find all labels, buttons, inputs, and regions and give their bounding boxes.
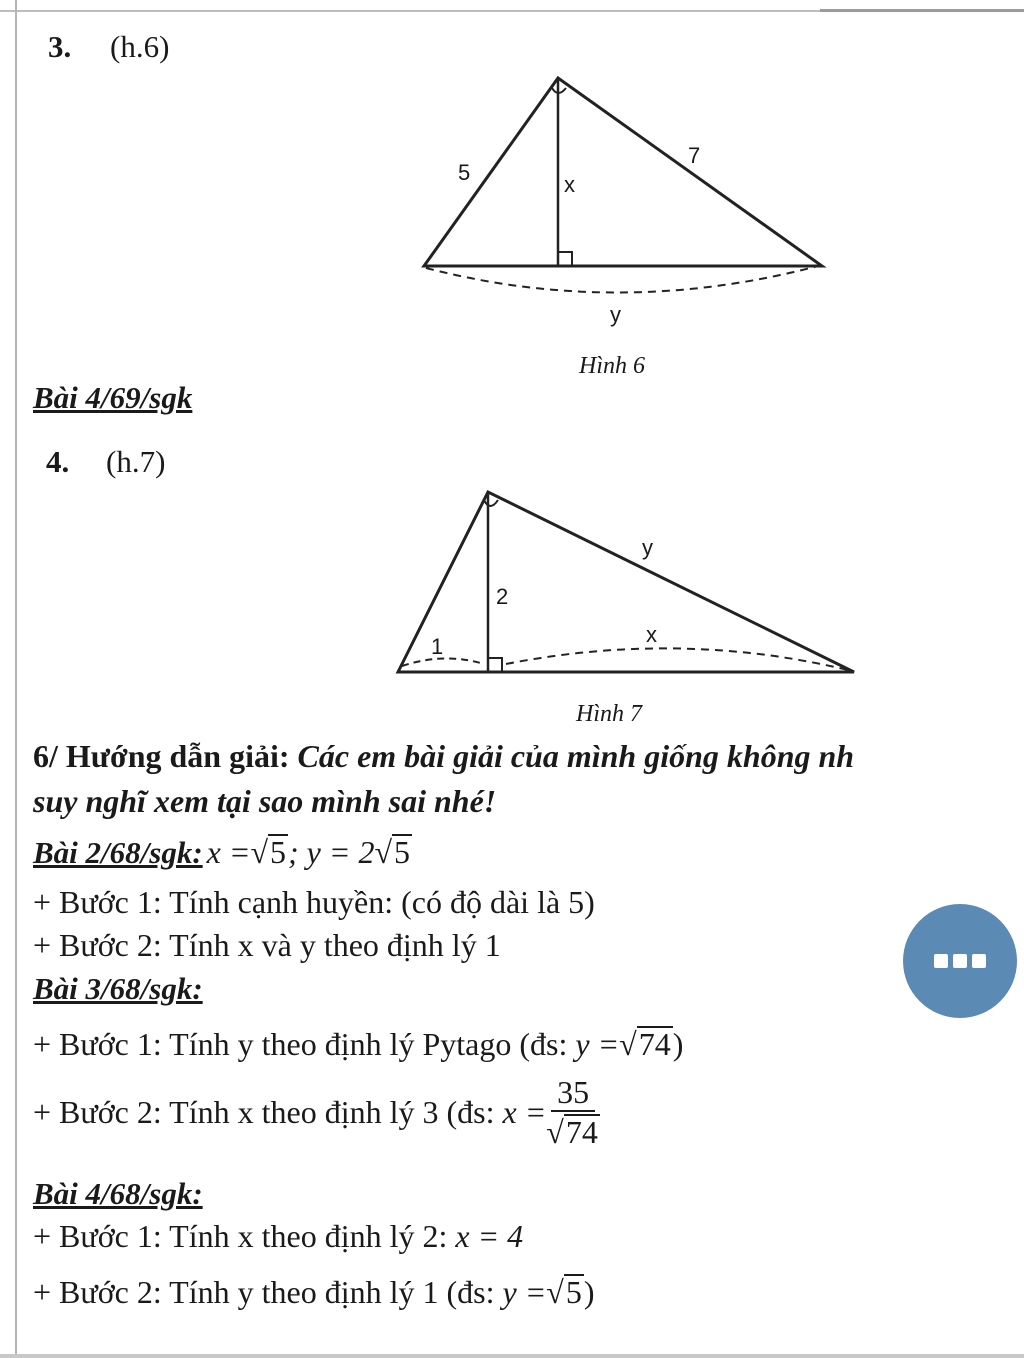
figure-7-label-2: 2	[496, 584, 509, 609]
sqrt-symbol: √5	[546, 1274, 582, 1310]
bai-2-step-1: + Bước 1: Tính cạnh huyền: (có độ dài là 5)	[33, 884, 595, 920]
bai-2-step-2: + Bước 2: Tính x và y theo định lý 1	[33, 927, 501, 963]
more-dots-icon	[953, 954, 967, 968]
figure-6-label-y: y	[610, 302, 621, 327]
bottom-rule	[0, 1354, 1024, 1358]
bai-4-step-1: + Bước 1: Tính x theo định lý 2: x = 4	[33, 1218, 524, 1254]
more-dots-icon	[972, 954, 986, 968]
bai-3-title: Bài 3/68/sgk:	[33, 971, 203, 1006]
figure-7-triangle	[398, 492, 854, 672]
figure-6-label-5: 5	[458, 160, 471, 185]
more-dots-icon	[934, 954, 948, 968]
figure-6-caption: Hình 6	[579, 353, 645, 379]
problem-3-number: 3.	[48, 29, 72, 64]
figure-7-top-angle-mark	[484, 500, 498, 506]
sqrt-symbol: √5	[374, 834, 411, 870]
sqrt-symbol: √74	[619, 1026, 671, 1062]
figure-7-right-brace	[506, 648, 848, 670]
bai-3-step-2: + Bước 2: Tính x theo định lý 3 (đs: x = $\frac{35}{√74}$	[33, 1074, 598, 1150]
bai-3-step-1: + Bước 1: Tính y theo định lý Pytago (đs: y =√74)	[33, 1026, 684, 1062]
figure-7-right-angle-mark	[488, 658, 502, 672]
problem-4-number: 4.	[46, 444, 70, 479]
figure-7-left-brace	[402, 658, 484, 666]
figure-7-label-y: y	[642, 535, 653, 560]
bai-2-answer: x =√5; y = 2√5	[206, 834, 411, 870]
guide-line-1	[33, 740, 854, 772]
figure-7-label-1: 1	[431, 634, 444, 659]
bai-4-title: Bài 4/68/sgk:	[33, 1176, 203, 1211]
problem-3-ref: (h.6)	[110, 29, 170, 64]
figure-6-label-x: x	[564, 172, 575, 197]
problem-4-ref: (h.7)	[106, 444, 166, 479]
more-options-button[interactable]	[903, 904, 1017, 1018]
guide-text-2: suy nghĩ xem tại sao mình sai nhé!	[33, 783, 497, 819]
bai-2-line	[33, 834, 412, 868]
figure-7-label-x: x	[646, 622, 657, 647]
guide-text-1: Các em bài giải của mình giống không nh	[297, 738, 855, 774]
bai-3-fraction: $\frac{35}{√74}$	[546, 1074, 598, 1150]
bai-2-title: Bài 2/68/sgk:	[33, 835, 203, 870]
section-bai-4-69: Bài 4/69/sgk	[33, 380, 193, 415]
bai-4-step-2: + Bước 2: Tính y theo định lý 1 (đs: y =√5)	[33, 1274, 595, 1310]
guide-lead: 6/ Hướng dẫn giải:	[33, 738, 290, 774]
figure-7-caption: Hình 7	[576, 701, 642, 727]
sqrt-symbol: √5	[250, 834, 287, 870]
sqrt-symbol: √74	[546, 1114, 598, 1150]
figure-6-label-7: 7	[688, 143, 701, 168]
